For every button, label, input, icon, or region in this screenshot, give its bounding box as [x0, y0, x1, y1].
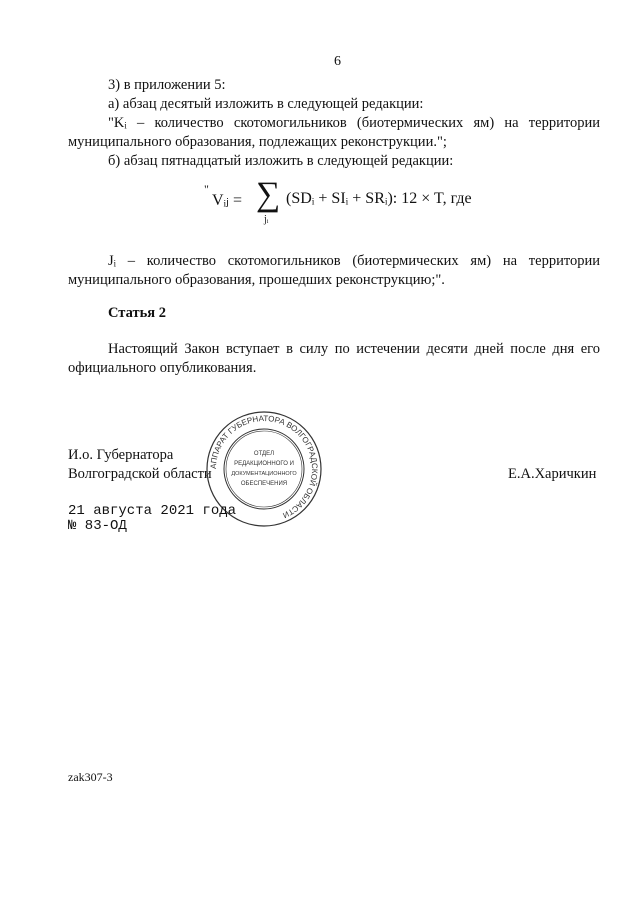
item-b-line: б) абзац пятнадцатый изложить в следующей редакции:	[108, 153, 454, 169]
item-3-line: 3) в приложении 5:	[108, 77, 226, 93]
seal-center-line1: ОТДЕЛ	[253, 451, 275, 457]
page-number: 6	[334, 54, 341, 69]
definition-paragraph: Jᵢ – количество скотомогильников (биотермических ям) на территории муниципального образования, прошедших реконструкцию;".	[68, 253, 600, 288]
document-number: № 83-ОД	[68, 518, 127, 534]
signature-role-line1: И.о. Губернатора	[68, 447, 174, 463]
seal-center-line2: РЕДАКЦИОННОГО И	[234, 461, 294, 467]
footer-code: zak307-3	[68, 770, 113, 784]
sum-symbol: ∑	[256, 176, 281, 213]
formula-rhs: (SDᵢ + SIᵢ + SRᵢ): 12 × T, где	[286, 190, 472, 207]
formula	[200, 178, 520, 228]
sum-index: jᵢ	[264, 214, 269, 225]
seal-center-line3: ДОКУМЕНТАЦИОННОГО	[231, 471, 297, 477]
formula-quote: "	[204, 182, 209, 196]
seal-outer-text: АППАРАТ ГУБЕРНАТОРА ВОЛГОГРАДСКОЙ ОБЛАСТИ	[208, 413, 320, 520]
item-a-text: "Kᵢ – количество скотомогильников (биотермических ям) на территории муниципального образования, подлежащих реконструкции.";	[68, 115, 600, 150]
article-text: Настоящий Закон вступает в силу по истечении десяти дней после дня его официального опубликования.	[68, 341, 600, 376]
formula-lhs: Vᵢⱼ =	[212, 192, 242, 209]
signature-role-line2: Волгоградской области	[68, 466, 212, 482]
date: 21 августа 2021 года	[68, 503, 237, 519]
signature-name: Е.А.Харичкин	[508, 466, 597, 482]
seal-center-line4: ОБЕСПЕЧЕНИЯ	[240, 481, 288, 487]
item-a-line: а) абзац десятый изложить в следующей редакции:	[108, 96, 424, 112]
article-title: Статья 2	[108, 305, 166, 321]
